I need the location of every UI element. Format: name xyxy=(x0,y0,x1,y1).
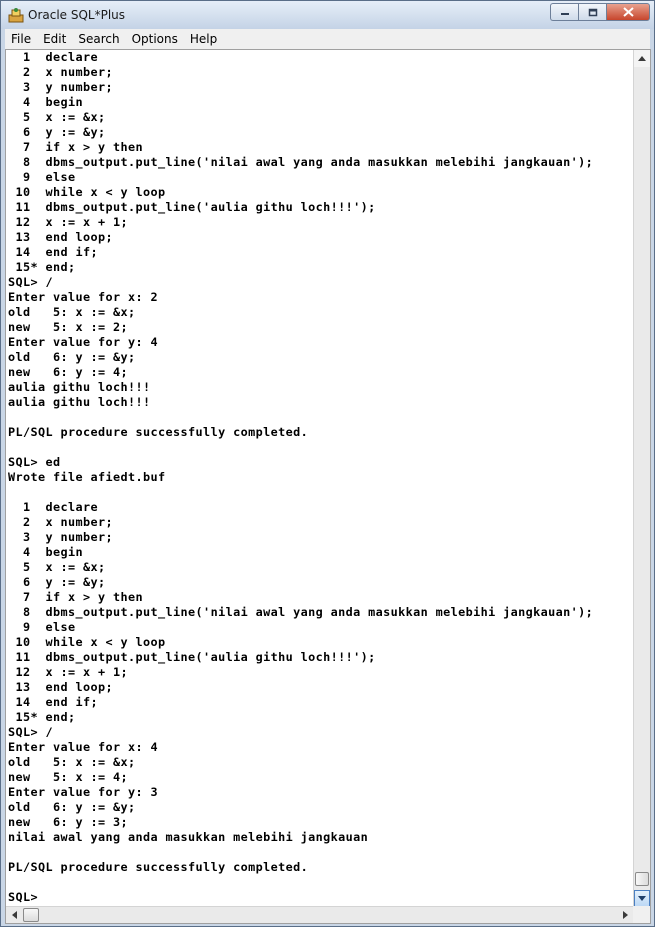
console-line: 3 y number; xyxy=(8,80,114,94)
console-line: old 6: y := &y; xyxy=(8,800,136,814)
console-line: 14 end if; xyxy=(8,695,99,709)
title-bar[interactable] xyxy=(1,1,654,29)
console-line: 11 dbms_output.put_line('aulia githu loch!!!'); xyxy=(8,200,376,214)
menu-help[interactable]: Help xyxy=(189,32,218,46)
console-line: 9 else xyxy=(8,170,76,184)
close-icon xyxy=(623,7,634,17)
console-line xyxy=(8,845,634,860)
console-line: Enter value for y: 3 xyxy=(8,785,159,799)
console-line: 12 x := x + 1; xyxy=(8,665,129,679)
maximize-icon xyxy=(588,8,598,17)
window-title: Oracle SQL*Plus xyxy=(28,8,126,22)
console-line: new 6: y := 4; xyxy=(8,365,129,379)
console-line xyxy=(8,485,634,500)
console-line: 13 end loop; xyxy=(8,230,114,244)
console-line: new 5: x := 4; xyxy=(8,770,129,784)
console-line: 11 dbms_output.put_line('aulia githu loch!!!'); xyxy=(8,650,376,664)
console-line: SQL> ed xyxy=(8,455,61,469)
maximize-button[interactable] xyxy=(578,3,606,21)
console-line: 8 dbms_output.put_line('nilai awal yang anda masukkan melebihi jangkauan'); xyxy=(8,155,594,169)
console-line: 7 if x > y then xyxy=(8,140,144,154)
console-line: 1 declare xyxy=(8,500,99,514)
console-line: 7 if x > y then xyxy=(8,590,144,604)
horizontal-scroll-thumb[interactable] xyxy=(23,908,39,922)
vertical-scrollbar[interactable] xyxy=(633,50,650,907)
console-line: 5 x := &x; xyxy=(8,560,106,574)
console-line: 4 begin xyxy=(8,95,84,109)
console-line: Wrote file afiedt.buf xyxy=(8,470,166,484)
console-line: Enter value for y: 4 xyxy=(8,335,159,349)
scroll-down-button[interactable] xyxy=(634,890,650,907)
console-line: new 5: x := 2; xyxy=(8,320,129,334)
scroll-up-button[interactable] xyxy=(634,50,650,67)
console-line: 1 declare xyxy=(8,50,99,64)
console-line: Enter value for x: 4 xyxy=(8,740,159,754)
chevron-up-icon xyxy=(638,56,646,61)
console-line xyxy=(8,440,634,455)
console-line: aulia githu loch!!! xyxy=(8,380,151,394)
chevron-down-icon xyxy=(638,896,646,901)
console-line: 13 end loop; xyxy=(8,680,114,694)
console-line: 14 end if; xyxy=(8,245,99,259)
vertical-scroll-thumb[interactable] xyxy=(635,872,649,886)
console-area[interactable] xyxy=(5,49,651,924)
console-line: SQL> xyxy=(8,890,39,904)
console-line: 12 x := x + 1; xyxy=(8,215,129,229)
window-controls xyxy=(550,3,650,21)
console-line: 2 x number; xyxy=(8,65,114,79)
console-line: 15* end; xyxy=(8,710,76,724)
console-line: PL/SQL procedure successfully completed. xyxy=(8,425,309,439)
console-line: 6 y := &y; xyxy=(8,125,106,139)
console-line xyxy=(8,410,634,425)
horizontal-scrollbar[interactable] xyxy=(6,906,634,923)
menu-edit[interactable]: Edit xyxy=(43,32,67,46)
menu-bar xyxy=(5,29,650,49)
console-line: aulia githu loch!!! xyxy=(8,395,151,409)
console-line: 10 while x < y loop xyxy=(8,635,166,649)
console-line: Enter value for x: 2 xyxy=(8,290,159,304)
sqlplus-app-icon xyxy=(8,7,24,23)
console-line: PL/SQL procedure successfully completed. xyxy=(8,860,309,874)
minimize-button[interactable] xyxy=(550,3,578,21)
console-line: 6 y := &y; xyxy=(8,575,106,589)
chevron-right-icon xyxy=(623,911,628,919)
console-line: 9 else xyxy=(8,620,76,634)
scroll-right-button[interactable] xyxy=(617,907,634,923)
close-button[interactable] xyxy=(606,3,650,21)
console-line: old 5: x := &x; xyxy=(8,755,136,769)
console-line xyxy=(8,875,634,890)
menu-file[interactable]: File xyxy=(11,32,32,46)
console-line: SQL> / xyxy=(8,725,54,739)
minimize-icon xyxy=(560,8,570,16)
console-line: 3 y number; xyxy=(8,530,114,544)
console-line: old 5: x := &x; xyxy=(8,305,136,319)
console-line: nilai awal yang anda masukkan melebihi jangkauan xyxy=(8,830,369,844)
console-line: new 6: y := 3; xyxy=(8,815,129,829)
scrollbar-corner xyxy=(633,906,650,923)
scroll-left-button[interactable] xyxy=(6,907,23,923)
console-line: old 6: y := &y; xyxy=(8,350,136,364)
console-line: 8 dbms_output.put_line('nilai awal yang anda masukkan melebihi jangkauan'); xyxy=(8,605,594,619)
console-line: 15* end; xyxy=(8,260,76,274)
menu-search[interactable]: Search xyxy=(78,32,120,46)
console-line: 10 while x < y loop xyxy=(8,185,166,199)
console-output[interactable] xyxy=(8,50,634,908)
menu-options[interactable]: Options xyxy=(131,32,178,46)
console-line: SQL> / xyxy=(8,275,54,289)
chevron-left-icon xyxy=(12,911,17,919)
console-line: 5 x := &x; xyxy=(8,110,106,124)
console-line: 2 x number; xyxy=(8,515,114,529)
console-line: 4 begin xyxy=(8,545,84,559)
